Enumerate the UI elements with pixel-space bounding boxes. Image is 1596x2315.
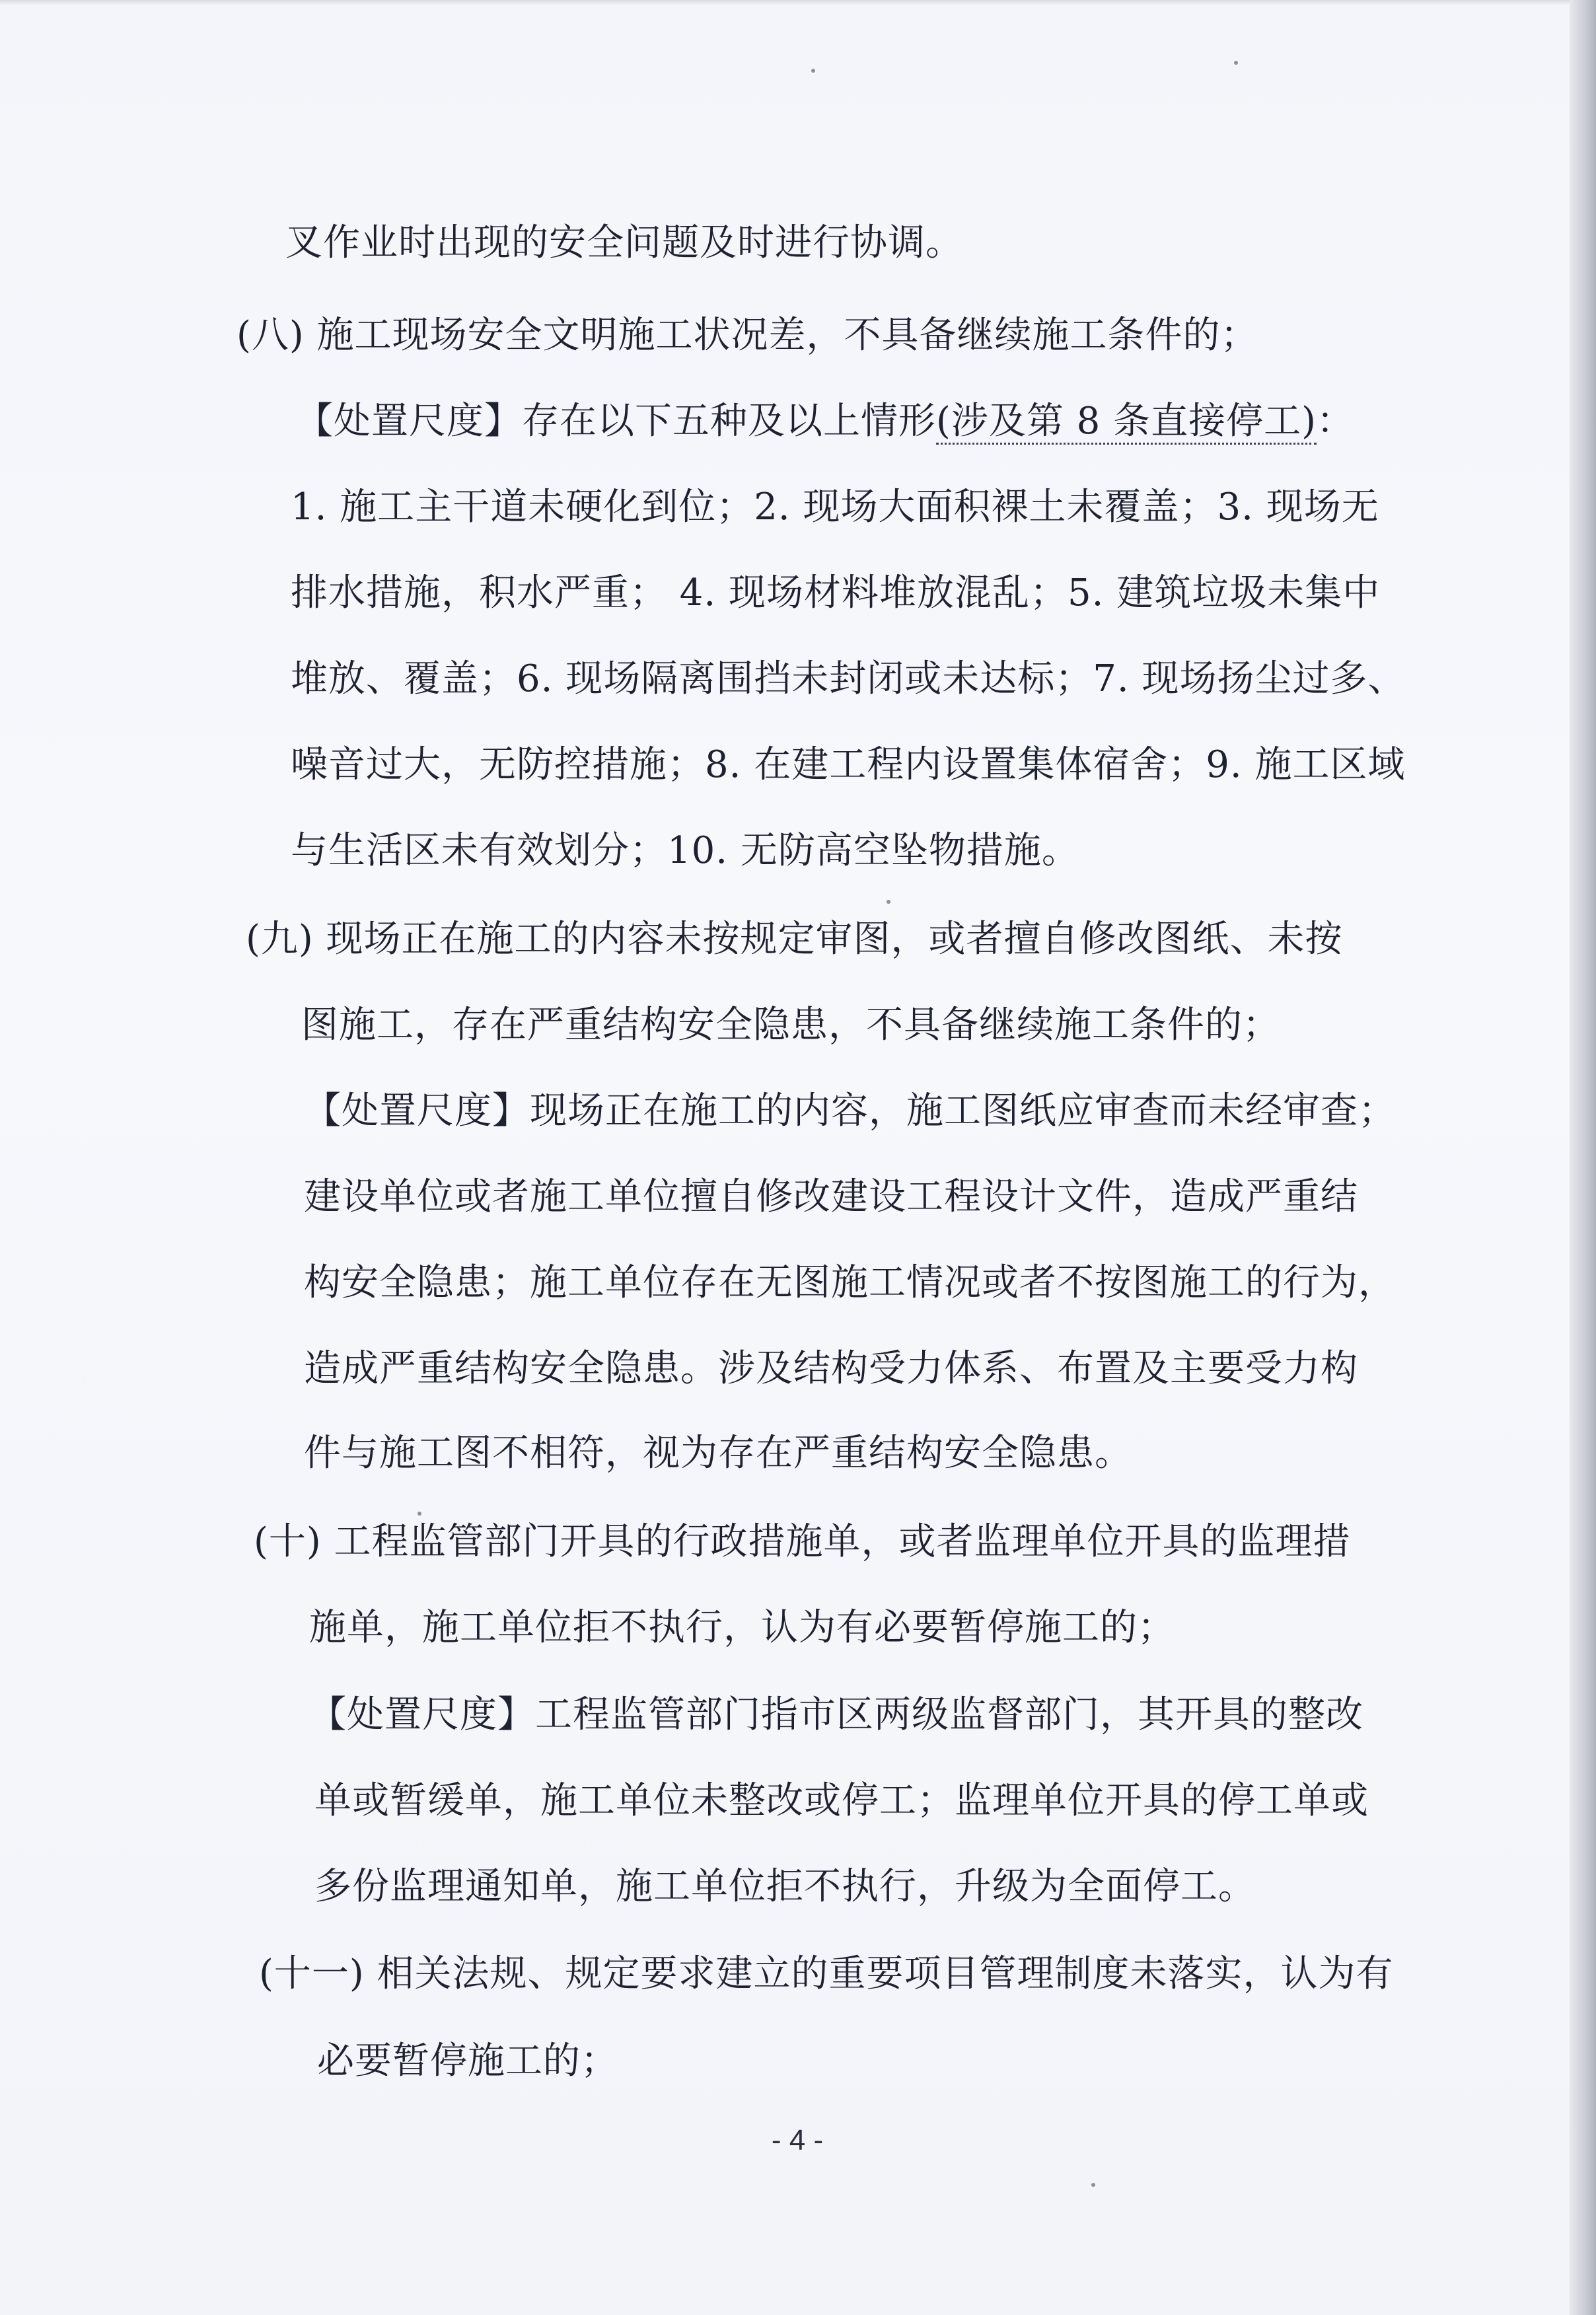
text-line: 造成严重结构安全隐患。涉及结构受力体系、布置及主要受力构 [304, 1347, 1358, 1390]
text-line: 施单，施工单位拒不执行，认为有必要暂停施工的； [309, 1606, 1175, 1649]
text-line: 叉作业时出现的安全问题及时进行协调。 [285, 221, 963, 264]
text-line: 与生活区未有效划分；10. 无防高空坠物措施。 [291, 829, 1079, 872]
text-line: 噪音过大，无防控措施；8. 在建工程内设置集体宿舍；9. 施工区域 [291, 743, 1406, 786]
section-heading-10: (十) 工程监管部门开具的行政措施单，或者监理单位开具的监理措 [254, 1520, 1351, 1563]
underlined-note: (涉及第 8 条直接停工) [936, 400, 1317, 445]
text-line: 堆放、覆盖；6. 现场隔离围挡未封闭或未达标；7. 现场扬尘过多、 [291, 657, 1406, 700]
scan-speck [417, 1512, 421, 1516]
page-number: - 4 - [771, 2124, 824, 2156]
disposal-criteria-label: 【处置尺度】存在以下五种及以上情形 [296, 400, 936, 443]
scan-speck [887, 900, 890, 904]
scan-speck [1234, 61, 1238, 65]
colon: ： [1316, 400, 1354, 443]
scan-speck [1091, 2183, 1095, 2187]
text-line: 1. 施工主干道未硬化到位；2. 现场大面积裸土未覆盖；3. 现场无 [291, 486, 1379, 529]
text-line: 件与施工图不相符，视为存在严重结构安全隐患。 [304, 1432, 1132, 1475]
text-line: 必要暂停施工的； [317, 2039, 618, 2082]
text-line: 单或暂缓单，施工单位未整改或停工；监理单位开具的停工单或 [314, 1779, 1369, 1822]
text-line: 图施工，存在严重结构安全隐患，不具备继续施工条件的； [301, 1004, 1280, 1047]
text-line: 【处置尺度】工程监管部门指市区两级监督部门，其开具的整改 [309, 1693, 1363, 1736]
disposal-criteria-line [296, 395, 1354, 448]
section-heading-8: (八) 施工现场安全文明施工状况差，不具备继续施工条件的； [236, 314, 1258, 357]
text-line: 构安全隐患；施工单位存在无图施工情况或者不按图施工的行为， [304, 1261, 1396, 1304]
page-top-edge [0, 0, 1578, 5]
text-line: 【处置尺度】现场正在施工的内容，施工图纸应审查而未经审查； [304, 1089, 1396, 1132]
text-line: 建设单位或者施工单位擅自修改建设工程设计文件，造成严重结 [304, 1175, 1358, 1218]
text-line: 多份监理通知单，施工单位拒不执行，升级为全面停工。 [314, 1865, 1256, 1908]
text-line: 排水措施，积水严重； 4. 现场材料堆放混乱；5. 建筑垃圾未集中 [291, 571, 1381, 614]
section-heading-11: (十一) 相关法规、规定要求建立的重要项目管理制度未落实，认为有 [259, 1952, 1394, 1995]
scan-speck [811, 69, 815, 73]
page-edge-shadow [1570, 0, 1596, 2315]
section-heading-9: (九) 现场正在施工的内容未按规定审图，或者擅自修改图纸、未按 [246, 918, 1343, 961]
